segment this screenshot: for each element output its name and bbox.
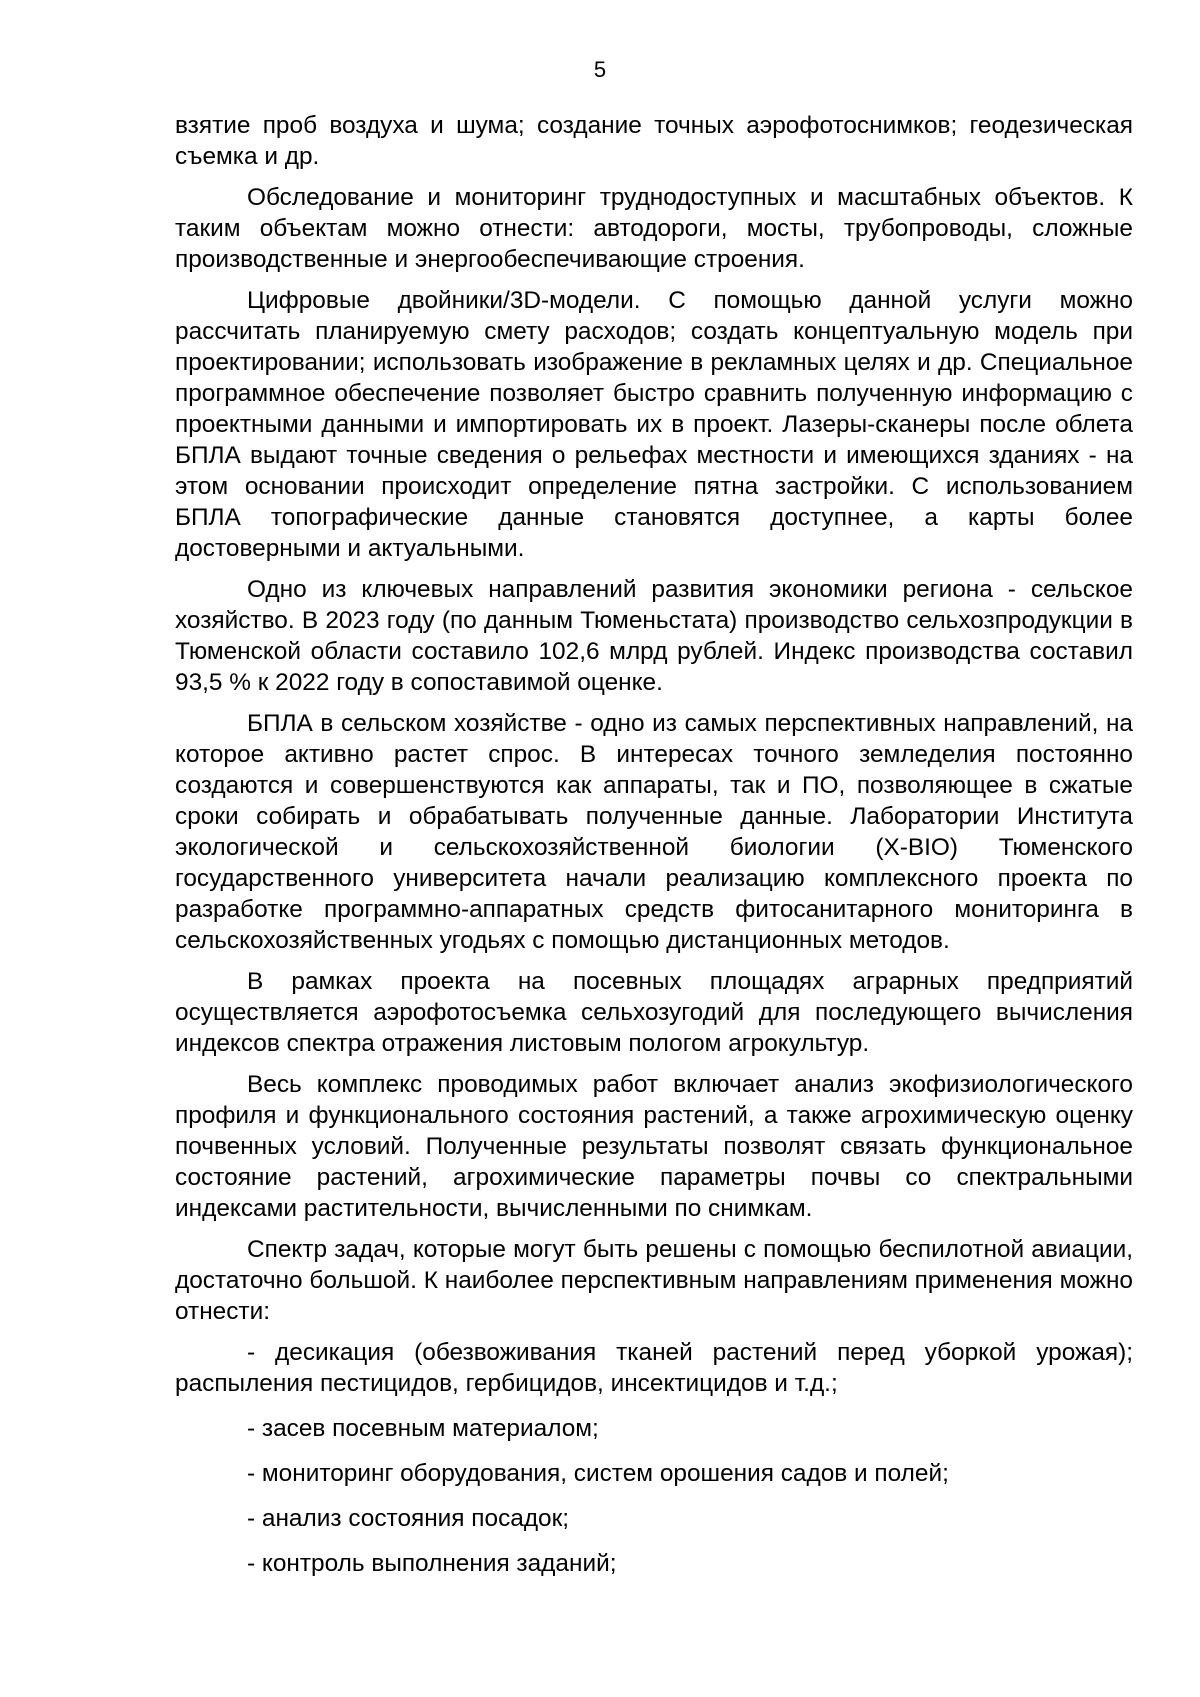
paragraph: Обследование и мониторинг труднодоступных и масштабных объектов. К таким объектам можно отнести: автодороги, мосты, трубопроводы, сложные производственные и энергообеспечивающие строения. (175, 184, 1133, 273)
paragraph: Спектр задач, которые могут быть решены с помощью беспилотной авиации, достаточно большой. К наиболее перспективным направлениям применения можно отнести: (175, 1236, 1133, 1325)
document-body (175, 110, 1133, 1593)
list-item: - мониторинг оборудования, систем орошения садов и полей; (247, 1460, 949, 1487)
page-number: 5 (593, 57, 607, 82)
paragraph: Весь комплекс проводимых работ включает анализ экофизиологического профиля и функционального состояния растений, а также агрохимическую оценку почвенных условий. Полученные результаты позволят связать функциональное состояние растений, агрохимические параметры почвы со спектральными индексами растительности, вычисленными по снимкам. (175, 1071, 1133, 1222)
paragraph: БПЛА в сельском хозяйстве - одно из самых перспективных направлений, на которое активно растет спрос. В интересах точного земледелия постоянно создаются и совершенствуются как аппараты, так и ПО, позволяющее в сжатые сроки собирать и обрабатывать полученные данные. Лаборатории Института экологической и сельскохозяйственной биологии (X-BIO) Тюменского государственного университета начали реализацию комплексного проекта по разработке программно-аппаратных средств фитосанитарного мониторинга в сельскохозяйственных угодьях с помощью дистанционных методов. (175, 710, 1133, 954)
list-item: - контроль выполнения заданий; (247, 1550, 617, 1577)
paragraph: Цифровые двойники/3D-модели. С помощью данной услуги можно рассчитать планируемую смету расходов; создать концептуальную модель при проектировании; использовать изображение в рекламных целях и др. Специальное программное обеспечение позволяет быстро сравнить полученную информацию с проектными данными и импортировать их в проект. Лазеры-сканеры после облета БПЛА выдают точные сведения о рельефах местности и имеющихся зданиях - на этом основании происходит определение пятна застройки. С использованием БПЛА топографические данные становятся доступнее, а карты более достоверными и актуальными. (175, 287, 1133, 562)
list-item: - анализ состояния посадок; (247, 1505, 570, 1532)
paragraph: взятие проб воздуха и шума; создание точных аэрофотоснимков; геодезическая съемка и др. (175, 112, 1133, 170)
paragraph: В рамках проекта на посевных площадях аграрных предприятий осуществляется аэрофотосъемка сельхозугодий для последующего вычисления индексов спектра отражения листовым пологом агрокультур. (175, 968, 1133, 1057)
paragraph: Одно из ключевых направлений развития экономики региона - сельское хозяйство. В 2023 году (по данным Тюменьстата) производство сельхозпродукции в Тюменской области составило 102,6 млрд рублей. Индекс производства составил 93,5 % к 2022 году в сопоставимой оценке. (175, 576, 1133, 696)
list-item: - засев посевным материалом; (247, 1415, 599, 1442)
list-item: - десикация (обезвоживания тканей растений перед уборкой урожая); распыления пестицидов, гербицидов, инсектицидов и т.д.; (175, 1339, 1133, 1397)
